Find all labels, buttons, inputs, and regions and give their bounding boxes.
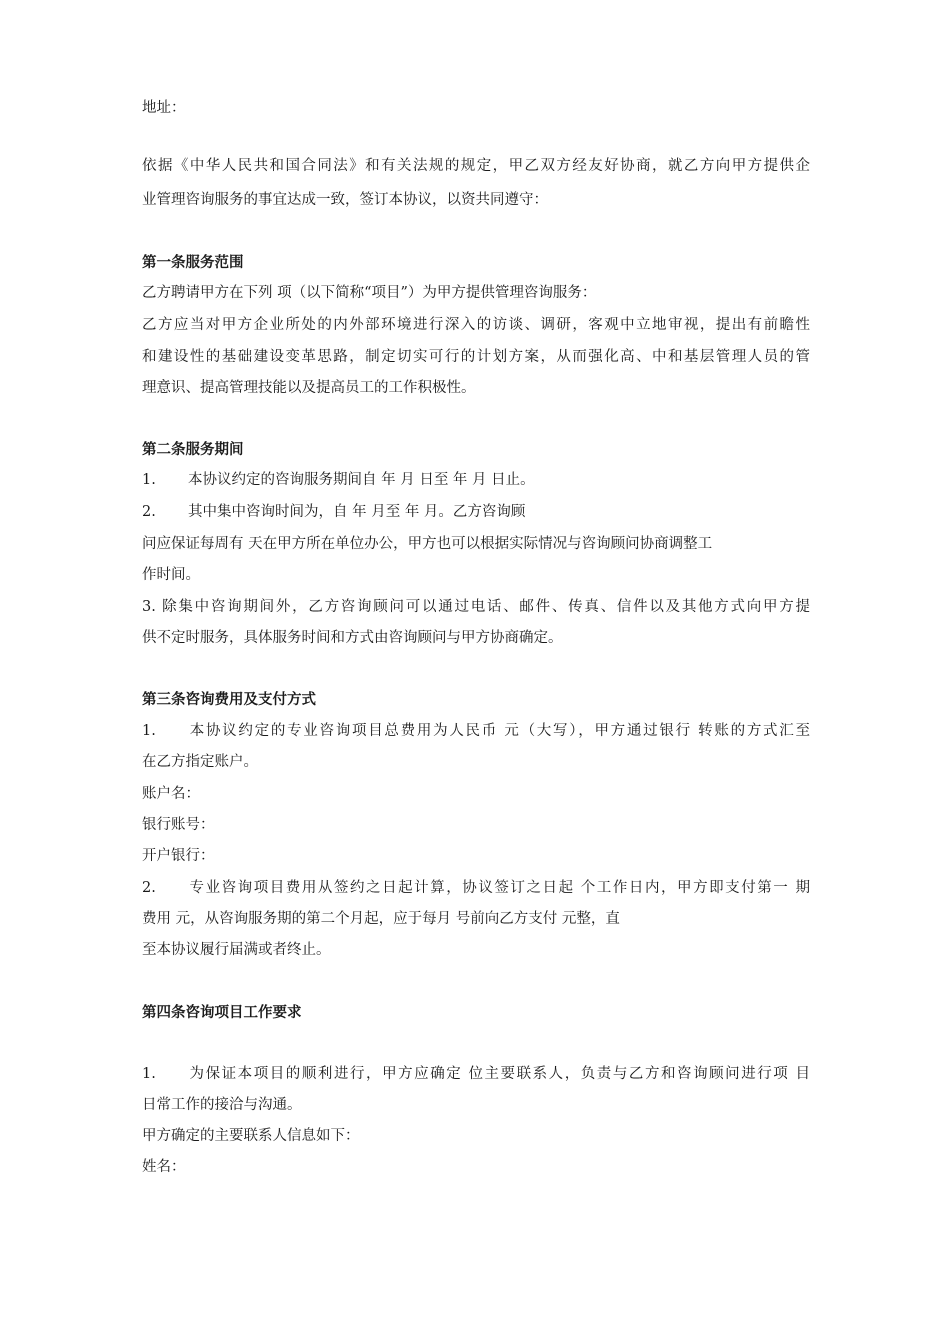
item-text: 为保证本项目的顺利进行，甲方应确定 位主要联系人，负责与乙方和咨询顾问进行项 目 [188,1066,810,1082]
account-name-label: 账户名： [142,786,200,802]
bank-account-label: 银行账号： [142,817,215,833]
intro-paragraph-line-1: 依据《中华人民共和国合同法》和有关法规的规定，甲乙双方经友好协商，就乙方向甲方提供企 [142,158,810,174]
item-number: 1. [142,1066,156,1082]
article-3-item-1-line-2: 在乙方指定账户。 [142,754,258,770]
article-2-item-2 [142,502,525,522]
article-4-item-1-line-1 [142,1064,810,1084]
article-2-heading: 第二条服务期间 [142,441,244,458]
article-4-item-1-line-2: 日常工作的接洽与沟通。 [142,1097,302,1113]
address-line: 地址： [142,100,186,116]
article-2-item-2-line-3: 作时间。 [142,567,200,583]
item-text: 本协议约定的专业咨询项目总费用为人民币 元（大写），甲方通过银行 转账的方式汇至 [188,723,810,739]
article-3-item-2-line-3: 至本协议履行届满或者终止。 [142,942,331,958]
article-1-paragraph-2-line-1: 乙方应当对甲方企业所处的内外部环境进行深入的访谈、调研，客观中立地审视，提出有前瞻性 [142,317,810,333]
article-2-item-3-line-1: 3. 除集中咨询期间外，乙方咨询顾问可以通过电话、邮件、传真、信件以及其他方式向甲方提 [142,599,810,615]
contact-info-line: 甲方确定的主要联系人信息如下： [142,1128,360,1144]
article-1-heading: 第一条服务范围 [142,254,244,271]
article-3-item-2-line-2: 费用 元，从咨询服务期的第二个月起，应于每月 号前向乙方支付 元整，直 [142,911,620,927]
article-3-item-2-line-1 [142,878,810,898]
item-number: 2. [142,504,156,520]
article-2-item-1 [142,470,535,490]
item-number: 2. [142,880,156,896]
intro-paragraph-line-2: 业管理咨询服务的事宜达成一致，签订本协议，以资共同遵守： [142,192,548,208]
article-2-item-3-line-2: 供不定时服务，具体服务时间和方式由咨询顾问与甲方协商确定。 [142,630,563,646]
article-1-paragraph-2-line-2: 和建设性的基础建设变革思路，制定切实可行的计划方案，从而强化高、中和基层管理人员的管 [142,349,810,365]
item-text: 其中集中咨询时间为，自 年 月至 年 月。乙方咨询顾 [188,504,526,520]
item-text: 专业咨询项目费用从签约之日起计算，协议签订之日起 个工作日内，甲方即支付第一 期 [188,880,810,896]
article-2-item-2-line-2: 问应保证每周有 天在甲方所在单位办公，甲方也可以根据实际情况与咨询顾问协商调整工 [142,536,713,552]
article-3-heading: 第三条咨询费用及支付方式 [142,691,316,708]
item-number: 1. [142,723,156,739]
article-3-item-1-line-1 [142,721,810,741]
article-1-paragraph-2-line-3: 理意识、提高管理技能以及提高员工的工作积极性。 [142,380,476,396]
article-1-paragraph-1: 乙方聘请甲方在下列 项（以下简称“项目”）为甲方提供管理咨询服务： [142,285,597,301]
bank-branch-label: 开户银行： [142,848,215,864]
item-text: 本协议约定的咨询服务期间自 年 月 日至 年 月 日止。 [188,472,535,488]
name-label: 姓名： [142,1159,186,1175]
article-4-heading: 第四条咨询项目工作要求 [142,1004,302,1021]
item-number: 1. [142,472,156,488]
